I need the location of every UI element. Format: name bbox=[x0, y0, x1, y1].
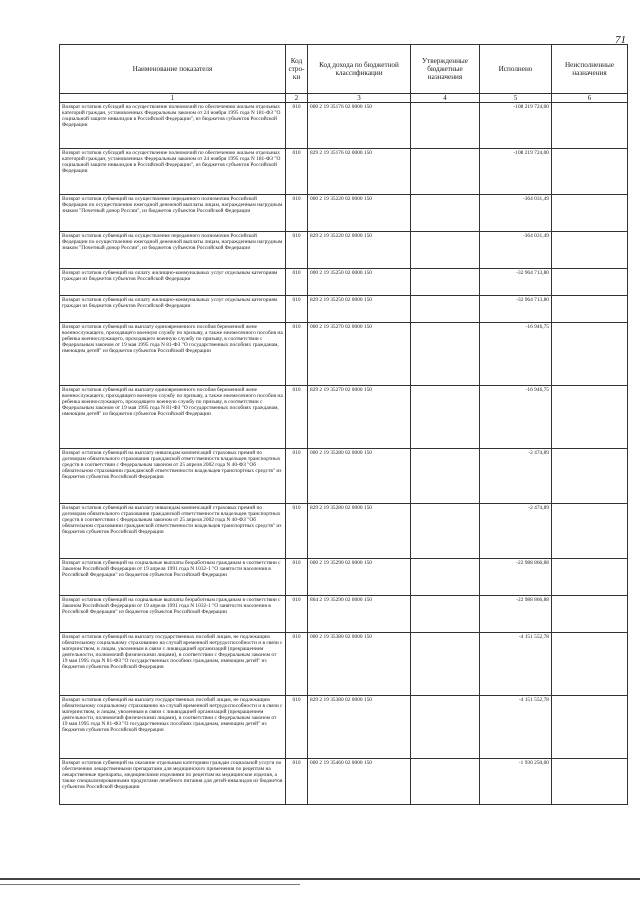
column-number: 2 bbox=[286, 94, 308, 103]
row-code-cell: 010 bbox=[286, 696, 308, 759]
row-executed-cell: -364 031,49 bbox=[480, 232, 552, 269]
row-executed-cell: -364 031,49 bbox=[480, 195, 552, 232]
row-approved-cell bbox=[411, 696, 480, 759]
row-approved-cell bbox=[411, 103, 480, 149]
row-approved-cell bbox=[411, 633, 480, 696]
row-code-cell: 010 bbox=[286, 149, 308, 195]
table-row bbox=[60, 759, 628, 805]
page-number: 71 bbox=[615, 34, 626, 46]
row-approved-cell bbox=[411, 386, 480, 449]
row-kbk-cell: 000 2 19 35270 02 0000 150 bbox=[308, 323, 411, 386]
row-name-cell: Возврат остатков субвенций на осуществление переданного полномочия Российской Федерации по осуществлению ежегодной денежной выплаты лицам, награжденным нагрудным знаком "Почетный донор России", из бюджетов субъектов Российской Федерации bbox=[60, 232, 286, 269]
row-code-cell: 010 bbox=[286, 296, 308, 323]
row-name-cell: Возврат остатков субвенций на выплату единовременного пособия беременной жене военнослужащего, проходящего военную службу по призыву, а также ежемесячного пособия на ребенка военнослужащего, проходящего военную службу по призыву, в соответствии с Федеральным законом от 19 мая 1995 года N 81-ФЗ "О государственных пособиях гражданам, имеющим детей" из бюджетов субъектов Российской Федерации bbox=[60, 323, 286, 386]
table-row bbox=[60, 696, 628, 759]
row-kbk-cell: 000 2 19 35460 02 0000 150 bbox=[308, 759, 411, 805]
row-code-cell: 010 bbox=[286, 269, 308, 296]
row-executed-cell: -16 946,75 bbox=[480, 386, 552, 449]
table-row bbox=[60, 195, 628, 232]
row-kbk-cell: 829 2 19 35270 02 0000 150 bbox=[308, 386, 411, 449]
header-approved: Утвержденные бюджетные назначения bbox=[411, 45, 480, 94]
row-kbk-cell: 000 2 19 35380 02 0000 150 bbox=[308, 633, 411, 696]
row-name-cell: Возврат остатков субвенций на выплату государственных пособий лицам, не подлежащим обязательному социальному страхованию на случай временной нетрудоспособности и в связи с материнством, и лицам, уволенным в связи с ликвидацией организаций (прекращением деятельности, полномочий физическими лицами), в соответствии с Федеральным законом от 19 мая 1995 года N 81-ФЗ "О государственных пособиях гражданам, имеющим детей" из бюджетов субъектов Российской Федерации bbox=[60, 696, 286, 759]
row-kbk-cell: 864 2 19 35290 02 0000 150 bbox=[308, 596, 411, 633]
row-kbk-cell: 000 2 19 35176 02 0000 150 bbox=[308, 103, 411, 149]
row-executed-cell: -2 474,89 bbox=[480, 504, 552, 559]
row-unexecuted-cell bbox=[552, 559, 628, 596]
table-row bbox=[60, 296, 628, 323]
header-unexecuted: Неисполненные назначения bbox=[552, 45, 628, 94]
row-unexecuted-cell bbox=[552, 759, 628, 805]
table-row bbox=[60, 103, 628, 149]
row-code-cell: 010 bbox=[286, 596, 308, 633]
row-unexecuted-cell bbox=[552, 596, 628, 633]
row-name-cell: Возврат остатков субвенций на выплату инвалидам компенсаций страховых премий по договорам обязательного страхования гражданской ответственности владельцев транспортных средств в соответствии с Федеральным законом от 25 апреля 2002 года N 40-ФЗ "Об обязательном страховании гражданской ответственности владельцев транспортных средств" из бюджетов субъектов Российской Федерации bbox=[60, 449, 286, 504]
row-kbk-cell: 829 2 19 35250 02 0000 150 bbox=[308, 296, 411, 323]
row-kbk-cell: 829 2 19 35176 02 0000 150 bbox=[308, 149, 411, 195]
row-kbk-cell: 000 2 19 35220 02 0000 150 bbox=[308, 195, 411, 232]
table-row bbox=[60, 633, 628, 696]
row-name-cell: Возврат остатков субвенций на социальные выплаты безработным гражданам в соответствии с Законом Российской Федерации от 19 апреля 1991 года N 1032-1 "О занятости населения в Российской Федерации" из бюджетов субъектов Российской Федерации bbox=[60, 559, 286, 596]
row-executed-cell: -108 219 724,00 bbox=[480, 103, 552, 149]
row-unexecuted-cell bbox=[552, 296, 628, 323]
row-name-cell: Возврат остатков субсидий на осуществление полномочий по обеспечению жильем отдельных категорий граждан, установленных Федеральным законом от 24 ноября 1995 года N 181-ФЗ "О социальной защите инвалидов в Российской Федерации", из бюджетов субъектов Российской Федерации bbox=[60, 149, 286, 195]
row-approved-cell bbox=[411, 759, 480, 805]
row-unexecuted-cell bbox=[552, 449, 628, 504]
header-code: Код стро-ки bbox=[286, 45, 308, 94]
row-code-cell: 010 bbox=[286, 559, 308, 596]
table-row bbox=[60, 504, 628, 559]
row-kbk-cell: 000 2 19 35290 02 0000 150 bbox=[308, 559, 411, 596]
row-executed-cell: -4 151 552,78 bbox=[480, 696, 552, 759]
row-executed-cell: -22 988 866,88 bbox=[480, 559, 552, 596]
table-row bbox=[60, 449, 628, 504]
column-number: 3 bbox=[308, 94, 411, 103]
row-unexecuted-cell bbox=[552, 696, 628, 759]
header-kbk: Код дохода по бюджетной классификации bbox=[308, 45, 411, 94]
row-code-cell: 010 bbox=[286, 323, 308, 386]
row-code-cell: 010 bbox=[286, 103, 308, 149]
row-approved-cell bbox=[411, 149, 480, 195]
column-number: 6 bbox=[552, 94, 628, 103]
row-code-cell: 010 bbox=[286, 504, 308, 559]
column-number-row bbox=[60, 94, 628, 103]
table-row bbox=[60, 269, 628, 296]
row-name-cell: Возврат остатков субвенций на выплату инвалидам компенсаций страховых премий по договорам обязательного страхования гражданской ответственности владельцев транспортных средств в соответствии с Федеральным законом от 25 апреля 2002 года N 40-ФЗ "Об обязательном страховании гражданской ответственности владельцев транспортных средств" из бюджетов субъектов Российской Федерации bbox=[60, 504, 286, 559]
row-name-cell: Возврат остатков субвенций на выплату государственных пособий лицам, не подлежащим обязательному социальному страхованию на случай временной нетрудоспособности и в связи с материнством, и лицам, уволенным в связи с ликвидацией организаций (прекращением деятельности, полномочий физическими лицами), в соответствии с Федеральным законом от 19 мая 1995 года N 81-ФЗ "О государственных пособиях гражданам, имеющим детей" из бюджетов субъектов Российской Федерации bbox=[60, 633, 286, 696]
row-executed-cell: -2 474,89 bbox=[480, 449, 552, 504]
row-unexecuted-cell bbox=[552, 269, 628, 296]
row-kbk-cell: 829 2 19 35380 02 0000 150 bbox=[308, 696, 411, 759]
table-row bbox=[60, 149, 628, 195]
row-name-cell: Возврат остатков субвенций на оплату жилищно-коммунальных услуг отдельным категориям граждан из бюджетов субъектов Российской Федерации bbox=[60, 269, 286, 296]
row-executed-cell: -22 988 866,88 bbox=[480, 596, 552, 633]
row-name-cell: Возврат остатков субвенций на оплату жилищно-коммунальных услуг отдельным категориям граждан из бюджетов субъектов Российской Федерации bbox=[60, 296, 286, 323]
row-approved-cell bbox=[411, 504, 480, 559]
row-unexecuted-cell bbox=[552, 195, 628, 232]
table-row bbox=[60, 232, 628, 269]
row-code-cell: 010 bbox=[286, 633, 308, 696]
column-number: 5 bbox=[480, 94, 552, 103]
table-row bbox=[60, 386, 628, 449]
row-name-cell: Возврат остатков субвенций на выплату единовременного пособия беременной жене военнослужащего, проходящего военную службу по призыву, а также ежемесячного пособия на ребенка военнослужащего, проходящего военную службу по призыву, в соответствии с Федеральным законом от 19 мая 1995 года N 81-ФЗ "О государственных пособиях гражданам, имеющим детей" из бюджетов субъектов Российской Федерации bbox=[60, 386, 286, 449]
row-approved-cell bbox=[411, 323, 480, 386]
scan-edge-line bbox=[0, 878, 640, 880]
row-executed-cell: -16 946,75 bbox=[480, 323, 552, 386]
row-approved-cell bbox=[411, 232, 480, 269]
row-kbk-cell: 000 2 19 35250 02 0000 150 bbox=[308, 269, 411, 296]
row-unexecuted-cell bbox=[552, 232, 628, 269]
row-name-cell: Возврат остатков субсидий на осуществление полномочий по обеспечению жильем отдельных категорий граждан, установленных Федеральным законом от 24 ноября 1995 года N 181-ФЗ "О социальной защите инвалидов в Российской Федерации", из бюджетов субъектов Российской Федерации bbox=[60, 103, 286, 149]
row-kbk-cell: 829 2 19 35220 02 0000 150 bbox=[308, 232, 411, 269]
row-unexecuted-cell bbox=[552, 103, 628, 149]
header-name: Наименование показателя bbox=[60, 45, 286, 94]
row-approved-cell bbox=[411, 195, 480, 232]
row-kbk-cell: 000 2 19 35280 02 0000 150 bbox=[308, 449, 411, 504]
row-approved-cell bbox=[411, 596, 480, 633]
row-name-cell: Возврат остатков субвенций на оказание отдельным категориям граждан социальной услуги по обеспечению лекарственными препаратами для медицинского применения по рецептам на лекарственные препараты, медицинскими изделиями по рецептам на медицинские изделия, а также специализированными продуктами лечебного питания для детей-инвалидов из бюджетов субъектов Российской Федерации bbox=[60, 759, 286, 805]
column-number: 4 bbox=[411, 94, 480, 103]
row-executed-cell: -4 151 552,78 bbox=[480, 633, 552, 696]
scan-edge-line bbox=[0, 884, 300, 885]
row-code-cell: 010 bbox=[286, 449, 308, 504]
row-executed-cell: -32 964 713,80 bbox=[480, 296, 552, 323]
table-row bbox=[60, 559, 628, 596]
table-row bbox=[60, 323, 628, 386]
row-unexecuted-cell bbox=[552, 149, 628, 195]
row-code-cell: 010 bbox=[286, 386, 308, 449]
row-code-cell: 010 bbox=[286, 232, 308, 269]
row-unexecuted-cell bbox=[552, 386, 628, 449]
row-unexecuted-cell bbox=[552, 504, 628, 559]
row-approved-cell bbox=[411, 449, 480, 504]
row-name-cell: Возврат остатков субвенций на осуществление переданного полномочия Российской Федерации по осуществлению ежегодной денежной выплаты лицам, награжденным нагрудным знаком "Почетный донор России", из бюджетов субъектов Российской Федерации bbox=[60, 195, 286, 232]
table-row bbox=[60, 596, 628, 633]
row-approved-cell bbox=[411, 559, 480, 596]
row-name-cell: Возврат остатков субвенций на социальные выплаты безработным гражданам в соответствии с Законом Российской Федерации от 19 апреля 1991 года N 1032-1 "О занятости населения в Российской Федерации" из бюджетов субъектов Российской Федерации bbox=[60, 596, 286, 633]
row-kbk-cell: 829 2 19 35280 02 0000 150 bbox=[308, 504, 411, 559]
column-number: 1 bbox=[60, 94, 286, 103]
row-unexecuted-cell bbox=[552, 323, 628, 386]
row-executed-cell: -1 930 250,00 bbox=[480, 759, 552, 805]
row-code-cell: 010 bbox=[286, 759, 308, 805]
row-executed-cell: -108 219 724,00 bbox=[480, 149, 552, 195]
row-executed-cell: -32 964 713,80 bbox=[480, 269, 552, 296]
header-row bbox=[60, 45, 628, 94]
row-unexecuted-cell bbox=[552, 633, 628, 696]
budget-execution-table bbox=[59, 44, 628, 805]
header-executed: Исполнено bbox=[480, 45, 552, 94]
row-approved-cell bbox=[411, 269, 480, 296]
row-approved-cell bbox=[411, 296, 480, 323]
row-code-cell: 010 bbox=[286, 195, 308, 232]
